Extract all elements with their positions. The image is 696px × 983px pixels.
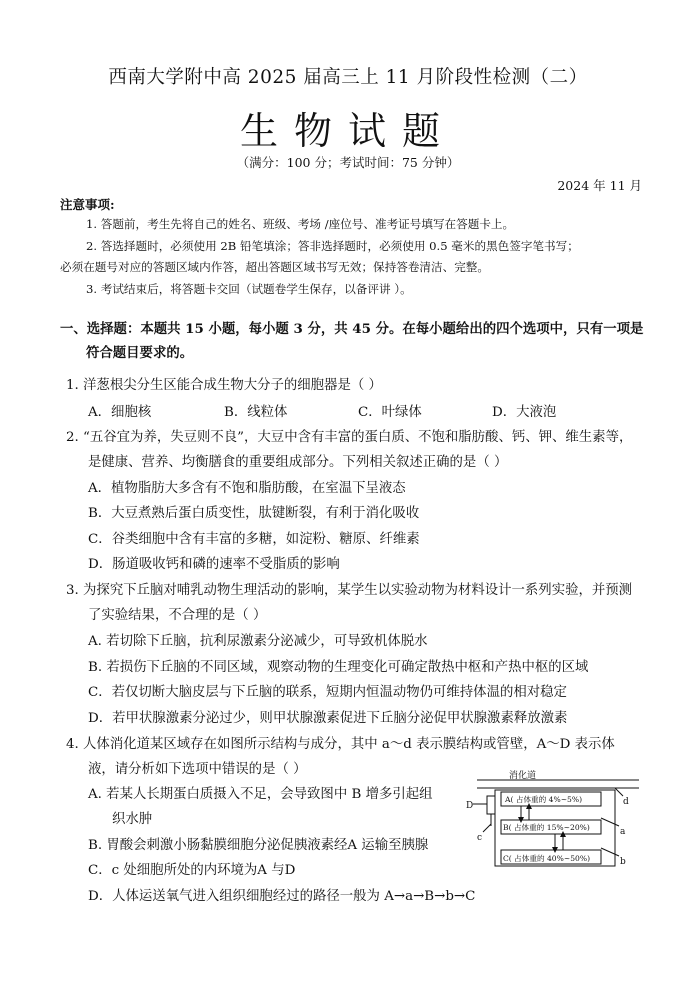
label-b: b [620,857,626,867]
exam-meta: （满分：100 分；考试时间：75 分钟） [236,155,460,170]
label-box-b: B( 占体重的 15%~20%) [503,823,590,832]
question-4-option-a-continued: 织水肿 [112,812,153,827]
notes-heading: 注意事项: [60,197,115,212]
question-4-option-b: B. 胃酸会刺激小肠黏膜细胞分泌促胰液素经A 运输至胰腺 [88,838,429,853]
label-box-c: C( 占体重的 40%~50%) [503,854,591,863]
question-2-stem-continued: 是健康、营养、均衡膳食的重要组成部分。下列相关叙述正确的是（ ） [88,455,508,470]
note-item: 3. 考试结束后，将答题卡交回（试题卷学生保存，以备评讲 ）。 [86,282,412,296]
box-d [487,796,495,814]
label-d: d [623,797,629,807]
question-3-stem-continued: 了实验结果，不合理的是（ ） [88,608,267,623]
question-1-option-b: B．线粒体 [224,405,288,420]
question-1-option-d: D．大液泡 [492,405,557,420]
question-3-option-a: A. 若切除下丘脑，抗利尿激素分泌减少，可导致机体脱水 [88,634,428,649]
question-2-option-c: C．谷类细胞中含有丰富的多糖，如淀粉、糖原、纤维素 [88,532,420,547]
question-3-option-b: B. 若损伤下丘脑的不同区域，观察动物的生理变化可确定散热中枢和产热中枢的区域 [88,660,589,675]
question-2-option-a: A．植物脂肪大多含有不饱和脂肪酸，在室温下呈液态 [88,481,406,496]
label-digestive-tract: 消化道 [509,771,537,781]
question-3-option-d: D．若甲状腺激素分泌过少，则甲状腺激素促进下丘脑分泌促甲状腺激素释放激素 [88,711,568,726]
label-box-a: A( 占体重的 4%~5%) [505,795,583,804]
note-item: 2. 答选择题时，必须使用 2B 铅笔填涂；答非选择题时，必须使用 0.5 毫米的黑色签字笔书写； [86,239,579,253]
label-c: c [477,833,483,843]
question-4-option-d: D．人体运送氧气进入组织细胞经过的路径一般为 A→a→B→b→C [88,889,476,904]
question-4-option-a: A. 若某人长期蛋白质摄入不足，会导致图中 B 增多引起组 [88,787,433,802]
body-fluid-diagram [463,768,641,868]
exam-header-title: 西南大学附中高 2025 届高三上 11 月阶段性检测（二） [108,67,588,88]
question-1-stem: 1. 洋葱根尖分生区能合成生物大分子的细胞器是（ ） [66,378,382,393]
note-item-continued: 必须在题号对应的答题区域内作答，超出答题区域书写无效；保持答卷清洁、完整。 [60,260,489,274]
note-item: 1. 答题前，考生先将自己的姓名、班级、考场 /座位号、准考证号填写在答题卡上。 [86,217,515,231]
question-4-option-c: C．c 处细胞所处的内环境为A 与D [88,863,296,878]
question-4-stem: 4. 人体消化道某区域存在如图所示结构与成分，其中 a～d 表示膜结构或管壁，A～D 表示体 [66,737,615,752]
subject-title: 生物试题 [239,109,456,153]
question-3-option-c: C．若仅切断大脑皮层与下丘脑的联系，短期内恒温动物仍可维持体温的相对稳定 [88,685,567,700]
question-2-option-d: D．肠道吸收钙和磷的速率不受脂质的影响 [88,557,340,572]
question-2-stem: 2. “五谷宜为养，失豆则不良”，大豆中含有丰富的蛋白质、不饱和脂肪酸、钙、钾、维生素等， [66,430,633,445]
question-3-stem: 3. 为探究下丘脑对哺乳动物生理活动的影响，某学生以实验动物为材料设计一系列实验，并预测 [66,583,633,598]
label-a: a [620,827,626,837]
question-4-stem-continued: 液，请分析如下选项中错误的是（ ） [88,762,307,777]
question-1-option-c: C．叶绿体 [358,405,422,420]
question-2-option-b: B．大豆煮熟后蛋白质变性，肽键断裂，有利于消化吸收 [88,506,420,521]
section-heading: 一、选择题：本题共 15 小题，每小题 3 分，共 45 分。在每小题给出的四个选项中，只有一项是 [60,321,644,337]
exam-date: 2024 年 11 月 [557,178,642,193]
label-d-upper: D [466,801,474,811]
question-1-option-a: A．细胞核 [88,405,152,420]
section-heading-continued: 符合题目要求的。 [86,345,194,361]
